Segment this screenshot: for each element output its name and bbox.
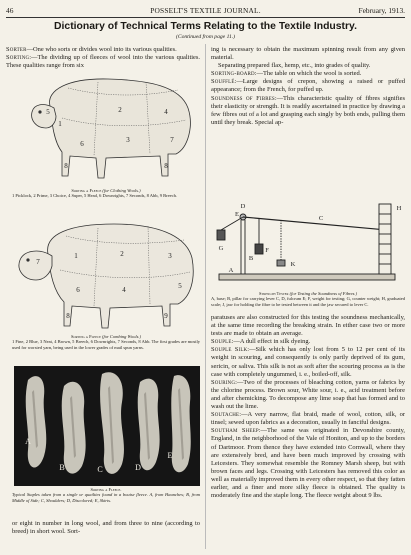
figure2-caption-title: Sorting a Fleece xyxy=(71,334,101,339)
region-label: 5 xyxy=(46,108,50,116)
left-column-bottom-text xyxy=(12,520,200,536)
entry-definition: :—A dull effect in silk dyeing. xyxy=(231,338,311,346)
article-title: Dictionary of Technical Terms Relating to the Textile Industry. xyxy=(54,21,357,32)
entry-term: Southam Sheep xyxy=(211,427,259,435)
entry-definition: :—Two of the processes of bleaching cotton, yarns or fabrics by the chlorine process. Brown sour, White sour, i. e., acid treatment before and after chemicking. To decompose any lime soap that has formed and to wash out the lime. xyxy=(211,378,405,411)
dictionary-entry xyxy=(211,411,405,427)
staple-label: B xyxy=(59,463,65,472)
figure4-caption-title: Strength Tester xyxy=(258,291,289,296)
entry-term: Souring xyxy=(211,378,236,386)
entry-term: Sorting-board xyxy=(211,70,255,78)
figure3-caption xyxy=(12,487,200,503)
figure1-caption-body: 1 Picklock, 2 Prime, 3 Choice, 4 Super, 5 Head, 6 Downrights, 7 Seconds, 8 Abb, 9 Breech. xyxy=(12,193,178,199)
entry-definition: :—The table on which the wool is sorted. xyxy=(254,70,362,78)
figure2-caption xyxy=(12,334,200,350)
apparatus-label: D xyxy=(240,203,246,210)
staple-label: D xyxy=(135,463,141,472)
apparatus-label: C xyxy=(318,215,324,222)
region-label: 8 xyxy=(64,162,68,170)
dictionary-entry xyxy=(211,346,405,378)
region-label: 1 xyxy=(74,252,78,260)
right-column-top-text xyxy=(211,46,405,127)
figure2-caption-body: 1 Fine, 2 Blue, 3 Neat, 4 Brown, 5 Breech, 6 Downrights, 7 Seconds, 8 Abb. The first grades are mostly used for worsted yarn, being used in the lower grades of mail spun yarns. xyxy=(12,339,200,350)
entry-definition: —One who sorts or divides wool into its various qualities. xyxy=(26,46,177,53)
entry-definition: Separating prepared flax, hemp, etc., into grades of quality. xyxy=(218,62,371,70)
dictionary-entry xyxy=(211,78,405,94)
left-column-top-text xyxy=(6,46,200,70)
region-label: 2 xyxy=(118,106,122,114)
apparatus-label: B xyxy=(248,255,254,262)
issue-date: February, 1913. xyxy=(358,6,405,15)
entry-definition: paratuses are also constructed for this testing the soundness mechanically, at the same time recording the breaking strain. In either case two or more tests are made to obtain an average. xyxy=(211,314,405,338)
entry-definition: :—Large designs of crepon, showing a raised or puffed appearance; from the French, for puffed up. xyxy=(211,78,405,94)
column-divider xyxy=(205,44,206,549)
entry-term: Soufflé xyxy=(211,78,235,86)
region-label: 1 xyxy=(58,120,62,128)
figure1-caption xyxy=(12,188,200,199)
figure4-caption-title-rest: (for Testing the Soundness of Fibres.) xyxy=(289,291,357,296)
entry-definition: :—The same was originated in Devonshire county, England, in the neighborhood of the Vale of Honiton, and up to the borders of Dartmoor. From thence they have extended into Cornwall, where they are extensively bred, and have been much improved by crossing with Leicesters. They somewhat resemble the Romney Marsh sheep, but with brown faces and legs. Crossing with Leicesters has removed this color as well as materially improved them in every other respect, so that they fatten earlier, and a finer and more silky fleece is obtained. The quality is moderately fine and the staple long. The fleece weight about 9 lbs. xyxy=(211,427,405,500)
region-label: 9 xyxy=(164,312,168,320)
header-rule xyxy=(6,17,405,18)
entry-term: Soutache xyxy=(211,411,240,419)
apparatus-label: H xyxy=(396,205,402,212)
apparatus-label: F xyxy=(265,247,269,254)
figure2-caption-title-rest: (for Combing Wools.) xyxy=(102,334,141,339)
entry-definition: ing is necessary to obtain the maximum spinning result from any given material. xyxy=(211,46,405,62)
region-label: 4 xyxy=(122,286,126,294)
dictionary-entry xyxy=(211,62,405,70)
entry-term: Sorter xyxy=(6,46,27,53)
entry-definition: :—Silk which has only lost from 5 to 12 per cent of its weight in scouring, and consequently is only partly deprived of its gum, sericin, or saliva. This silk is not as soft after the scouring process as is the case with completely ungummed, i. e., boiled-off, silk. xyxy=(211,346,405,378)
article-continuation: (Continued from page 11.) xyxy=(175,34,236,40)
region-label: 3 xyxy=(168,252,172,260)
apparatus-label: K xyxy=(290,261,296,268)
sheep-clothing-wool-figure xyxy=(28,68,198,186)
paragraph: or eight in number in long wool, and from three to nine (according to breed) in short wool. Sort- xyxy=(12,520,200,536)
region-label: 7 xyxy=(36,258,40,266)
figure3-caption-body: Typical Staples taken from a single or quailties found in a bouise fleece. A, from Haunches; B, from Middle of Side; C, Shoulders; D, Discolored; E, Skirts. xyxy=(12,492,200,503)
region-label: 8 xyxy=(66,312,70,320)
dictionary-entry xyxy=(211,46,405,62)
entry-definition: :—The dividing up of fleeces of wool into the various qualities. These qualities range from six xyxy=(6,54,200,70)
dictionary-entry xyxy=(211,338,405,346)
entry-term: Souple Silk xyxy=(211,346,248,354)
region-label: 6 xyxy=(76,286,80,294)
strength-tester-figure xyxy=(211,190,405,290)
entry-definition: :—A very narrow, flat braid, made of wool, cotton, silk, or tinsel; sewed upon fabrics as a decoration, usually in fanciful designs. xyxy=(211,411,405,427)
wool-staples-photo xyxy=(14,366,200,486)
figure4-caption-body: A, base; B, pillar for carrying lever C, D, fulcrum E; F, weight for testing; G, counter weight; H, graduated scale; J, jaw for holding the fibre to be tested between it and the jaw secured to lever C. xyxy=(211,296,405,307)
region-label: 7 xyxy=(170,136,174,144)
dictionary-entry xyxy=(211,379,405,411)
sheep-combing-wool-figure xyxy=(14,214,200,332)
figure1-caption-title-rest: (for Clothing Wools.) xyxy=(102,188,141,193)
page-number: 46 xyxy=(6,6,14,15)
apparatus-label: A xyxy=(228,267,234,274)
journal-title: POSSELT'S TEXTILE JOURNAL. xyxy=(150,6,261,15)
region-label: 5 xyxy=(178,282,182,290)
staple-label: C xyxy=(97,465,103,474)
dictionary-entry xyxy=(211,95,405,127)
figure3-caption-title: Sorting a Fleece. xyxy=(90,487,122,492)
staple-label: A xyxy=(25,437,31,446)
staple-label: E xyxy=(167,451,173,460)
region-label: 4 xyxy=(164,108,168,116)
figure1-caption-title: Sorting a Fleece xyxy=(71,188,102,193)
region-label: 8 xyxy=(164,162,168,170)
entry-definition: :—This characteristic quality of fibres signifies their elasticity or strength. It is readily ascertained in practice by drawing a few fibres out of a lot and grasping each singly by both ends, pulling them until they break. Special ap- xyxy=(211,94,405,126)
region-label: 2 xyxy=(120,250,124,258)
dictionary-entry xyxy=(211,70,405,78)
entry-term: Soundness of Fibres xyxy=(211,94,275,102)
entry-term: Sorting xyxy=(6,54,30,62)
dictionary-entry xyxy=(6,46,200,54)
right-column-bottom-text xyxy=(211,314,405,500)
figure4-caption xyxy=(211,291,405,307)
entry-term: Souple xyxy=(211,338,232,346)
dictionary-entry xyxy=(211,314,405,338)
dictionary-entry xyxy=(211,427,405,500)
region-label: 6 xyxy=(80,140,84,148)
region-label: 3 xyxy=(126,136,130,144)
apparatus-label: E xyxy=(235,211,239,218)
apparatus-label: G xyxy=(218,245,224,252)
